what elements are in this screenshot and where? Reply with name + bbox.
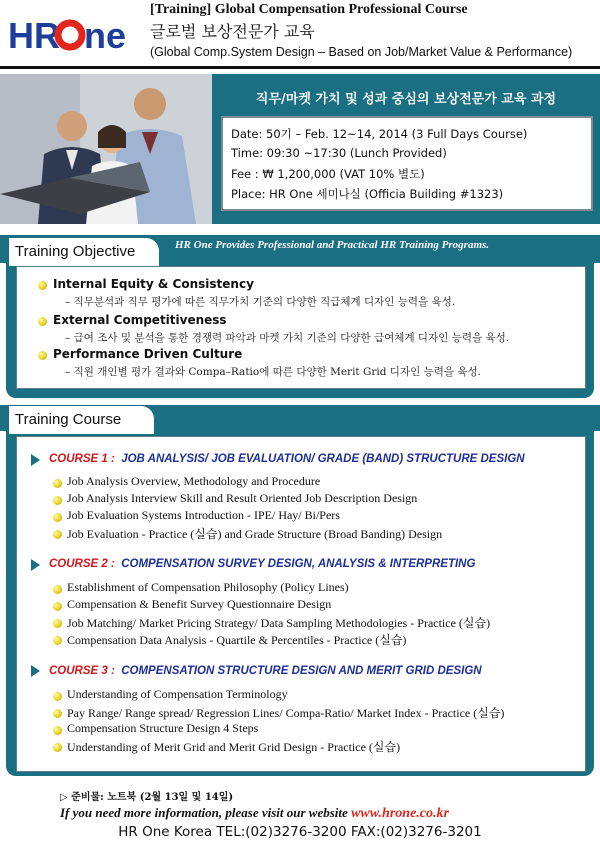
objective-desc: – 직원 개인별 평가 결과와 Compa–Ratio에 따른 다양한 Merit Grid 디자인 능력을 육성. <box>65 366 481 378</box>
contact-line: HR One Korea TEL:(02)3276-3200 FAX:(02)3276-3201 <box>118 824 482 840</box>
bullet-dot-icon <box>53 496 62 505</box>
header-subtitle: (Global Comp.System Design – Based on Job/Market Value & Performance) <box>150 45 573 59</box>
course-3-title <box>49 665 482 677</box>
bullet-dot-icon <box>53 743 62 752</box>
objective-label: Training Objective <box>15 243 136 260</box>
course-item: Job Evaluation - Practice (실습) and Grade Structure (Broad Banding) Design <box>67 527 443 541</box>
objective-box <box>16 266 586 389</box>
course-item: Job Analysis Interview Skill and Result Oriented Job Description Design <box>67 491 418 505</box>
course-number: COURSE 1 : <box>49 453 115 465</box>
objective-desc: – 급여 조사 및 분석을 통한 경쟁력 파악과 마켓 가치 기준의 다양한 급여체계 디자인 능력을 육성. <box>65 332 510 344</box>
header-course-title-en: [Training] Global Compensation Professional Course <box>150 2 468 17</box>
course-arrow-icon <box>31 559 40 571</box>
course-item: Compensation Data Analysis - Quartile & Percentiles - Practice (실습) <box>67 633 407 647</box>
course-number: COURSE 2 : <box>49 558 115 570</box>
logo-text-hr: HR <box>8 15 60 56</box>
course-item: Establishment of Compensation Philosophy (Policy Lines) <box>67 580 349 594</box>
course-name: JOB ANALYSIS/ JOB EVALUATION/ GRADE (BAND) STRUCTURE DESIGN <box>121 453 525 465</box>
business-team-photo <box>0 74 212 224</box>
hrone-logo <box>8 8 126 58</box>
course-arrow-icon <box>31 665 40 677</box>
bullet-dot-icon <box>53 530 62 539</box>
objective-head: Internal Equity & Consistency <box>53 277 254 291</box>
bullet-dot-icon <box>53 513 62 522</box>
course-tab <box>8 405 155 434</box>
bullet-dot-icon <box>53 692 62 701</box>
course-number: COURSE 3 : <box>49 665 115 677</box>
bullet-dot-icon <box>53 709 62 718</box>
bullet-dot-icon <box>53 479 62 488</box>
course-name: COMPENSATION SURVEY DESIGN, ANALYSIS & INTERPRETING <box>121 558 476 570</box>
course-item: Compensation & Benefit Survey Questionnaire Design <box>67 597 332 611</box>
info-time: Time: 09:30 ~17:30 (Lunch Provided) <box>231 146 447 160</box>
course-item: Understanding of Compensation Terminology <box>67 687 288 701</box>
course-label: Training Course <box>15 411 122 428</box>
logo-text-ne: ne <box>84 15 126 56</box>
bullet-dot-icon <box>53 619 62 628</box>
bullet-dot-icon <box>53 636 62 645</box>
objective-head: Performance Driven Culture <box>53 347 243 361</box>
course-item: Job Analysis Overview, Methodology and Procedure <box>67 474 321 488</box>
bullet-dot-icon <box>53 585 62 594</box>
more-info-line <box>60 805 449 822</box>
header-divider <box>0 66 600 69</box>
bullet-dot-icon <box>38 281 47 290</box>
bullet-dot-icon <box>38 317 47 326</box>
course-name: COMPENSATION STRUCTURE DESIGN AND MERIT GRID DESIGN <box>121 665 482 677</box>
course-item: Compensation Structure Design 4 Steps <box>67 721 259 735</box>
objective-head: External Competitiveness <box>53 313 227 327</box>
course-1-title <box>49 453 525 465</box>
header-course-title-ko: 글로벌 보상전문가 교육 <box>150 22 315 41</box>
preparation-note: ▷ 준비물: 노트북 (2월 13일 및 14일) <box>60 792 234 803</box>
more-info-text: If you need more information, please visit our website <box>60 805 348 820</box>
info-date: Date: 50기 – Feb. 12~14, 2014 (3 Full Days Course) <box>231 127 528 141</box>
course-info-box <box>221 116 593 211</box>
bullet-dot-icon <box>53 602 62 611</box>
course-arrow-icon <box>31 454 40 466</box>
info-title: 직무/마켓 가치 및 성과 중심의 보상전문가 교육 과정 <box>255 92 557 107</box>
objective-tagline: HR One Provides Professional and Practical HR Training Programs. <box>175 239 490 251</box>
info-place: Place: HR One 세미나실 (Officia Building #1323) <box>231 187 504 201</box>
website-link[interactable]: www.hrone.co.kr <box>351 806 449 821</box>
course-item: Pay Range/ Range spread/ Regression Lines/ Compa-Ratio/ Market Index - Practice (실습) <box>67 706 505 720</box>
course-2-title <box>49 558 475 570</box>
bullet-dot-icon <box>38 351 47 360</box>
info-fee: Fee : ₩ 1,200,000 (VAT 10% 별도) <box>231 167 425 181</box>
course-item: Understanding of Merit Grid and Merit Grid Design - Practice (실습) <box>67 740 401 754</box>
course-item: Job Matching/ Market Pricing Strategy/ Data Sampling Methodologies - Practice (실습) <box>67 616 491 630</box>
bullet-dot-icon <box>53 726 62 735</box>
course-box <box>16 436 586 772</box>
objective-tab <box>8 237 160 266</box>
course-item: Job Evaluation Systems Introduction - IPE/ Hay/ Bi/Pers <box>67 508 340 522</box>
objective-desc: – 직무분석과 직무 평가에 따른 직무가치 기준의 다양한 직급체계 디자인 능력을 육성. <box>65 296 456 308</box>
